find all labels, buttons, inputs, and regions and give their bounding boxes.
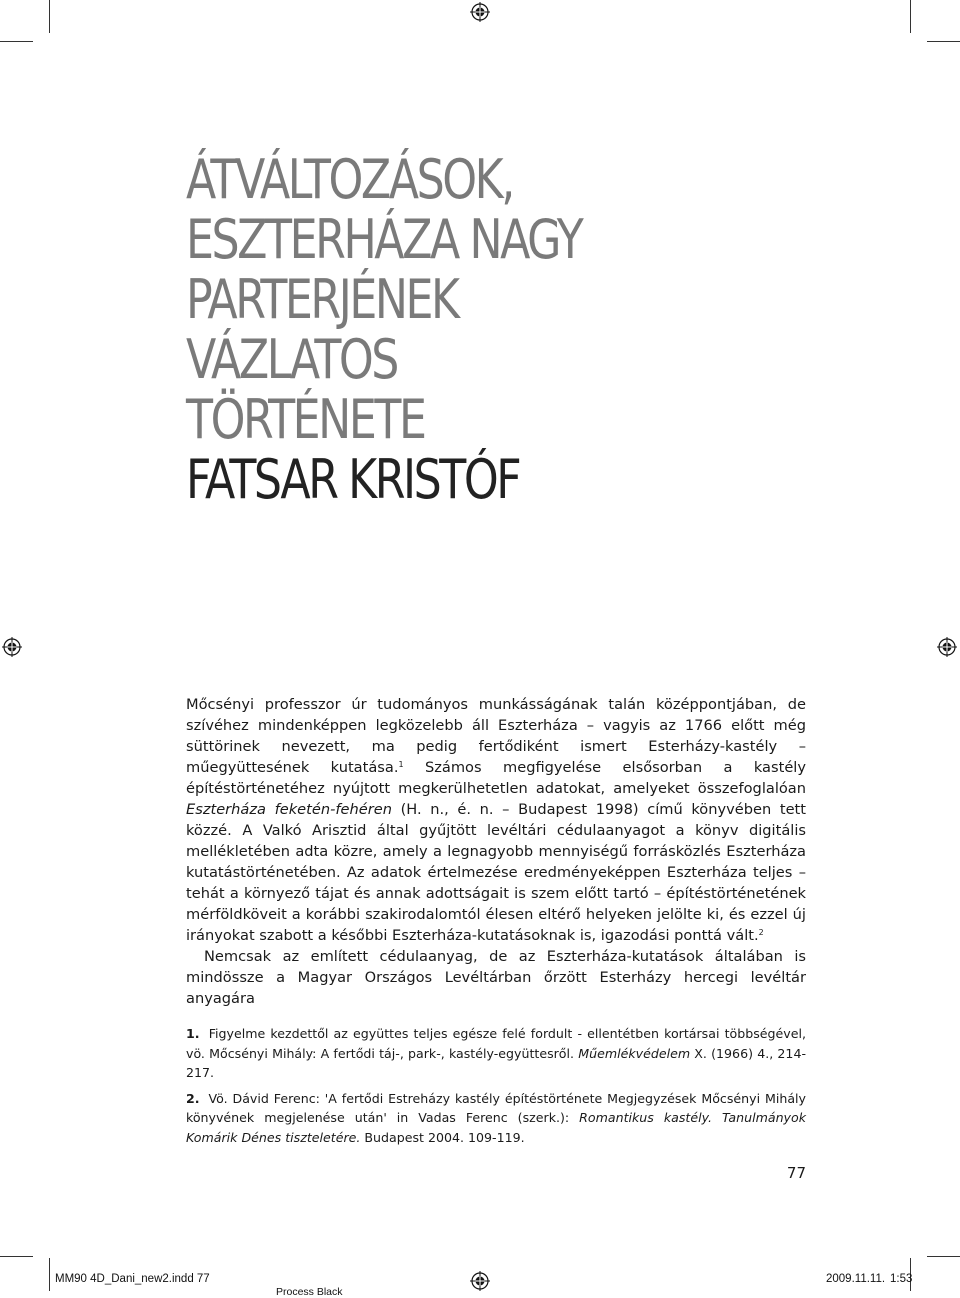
slug-date: 2009.11.11. (826, 1273, 886, 1285)
registration-mark-icon (470, 1271, 490, 1291)
footnote-ref-1[interactable]: 1 (398, 760, 404, 769)
title-line-5: TÖRTÉNETE (186, 388, 425, 451)
footnotes (186, 1024, 806, 1153)
crop-mark-bottom-left (49, 1258, 50, 1291)
title-line-1: ÁTVÁLTOZÁSOK, (186, 148, 513, 211)
paragraph-2: Nemcsak az említett cédulaanyag, de az Eszterháza-kutatások általában is mindössze a Magyar Országos Levéltárban őrzött Esterházy hercegi levéltár anyagára (186, 948, 806, 1007)
paragraph-1: Mőcsényi professzor úr tudományos munkásságának talán középpontjában, de szívéhez mindenképpen legközelebb áll Eszterháza – vagyis az 1766 előtt még süttörinek nevezett, ma pedig fertődiként ismert Esterházy-kastély – műegyüttesének kutatása.$^1$ Számos megfigyelése elsősorban a kastély építéstörténetéhez nyújtott megkerülhetetlen adatokat, amelyeket összefoglalóan Eszterháza feketén-fehéren (H. n., é. n. – Budapest 1998) című könyvében tett közzé. A Valkó Arisztid által gyűjtött levéltári cédulaanyagot a könyv digitális mellékletében adta közre, amely a legnagyobb mennyiségű forrásközlés Eszterháza kutatástörténetében. Az adatok értelmezése eredményeképpen Eszterháza teljes – tehát a környező tájat és annak adottságait is szem előtt tartó – építéstörténetének mérföldköveit a korábbi szakirodalomtól élesen eltérő helyeken jelölte ki, és ezzel új irányokat szabott a későbbi Eszterháza-kutatásoknak is, igazodási ponttá vált.$^2$ (186, 696, 806, 944)
book-title: Eszterháza feketén-fehéren (186, 801, 392, 818)
slug-color: Process Black (276, 1286, 343, 1298)
crop-mark-top-right-horizontal (927, 41, 960, 42)
slug-file: MM90 4D_Dani_new2.indd 77 (55, 1273, 210, 1285)
footnote-ref-2[interactable]: 2 (758, 928, 764, 937)
title-line-2: ESZTERHÁZA NAGY (186, 208, 582, 271)
crop-mark-bottom-left-horizontal (0, 1256, 33, 1257)
crop-mark-top-right (910, 0, 911, 33)
article-title (186, 150, 826, 510)
footnote-1: 1. Figyelme kezdettől az együttes teljes egésze felé fordult - ellentétben kortársai többségével, vö. Mőcsényi Mihály: A fertődi táj-, park-, kastély-együttesről. Műemlékvédelem X. (1966) 4., 214-217. (186, 1026, 806, 1080)
body-text (186, 694, 806, 1009)
crop-mark-top-left-horizontal (0, 41, 33, 42)
crop-mark-top-left (49, 0, 50, 33)
page-number: 77 (786, 1164, 806, 1182)
title-line-3: PARTERJÉNEK (186, 268, 458, 331)
slug-time: 1:53 (890, 1273, 913, 1285)
registration-mark-icon (470, 2, 490, 22)
registration-mark-icon (937, 637, 957, 657)
author-name: FATSAR KRISTÓF (186, 448, 520, 511)
registration-mark-icon (2, 637, 22, 657)
footnote-2: 2. Vö. Dávid Ferenc: 'A fertődi Estreházy kastély építéstörténete Megjegyzések Mőcsényi Mihály könyvének megjelenése után' in Vadas Ferenc (szerk.): Romantikus kastély. Tanulmányok Komárik Dénes tiszteletére. Budapest 2004. 109-119. (186, 1090, 806, 1145)
title-line-4: VÁZLATOS (186, 328, 397, 391)
crop-mark-bottom-right-horizontal (927, 1256, 960, 1257)
